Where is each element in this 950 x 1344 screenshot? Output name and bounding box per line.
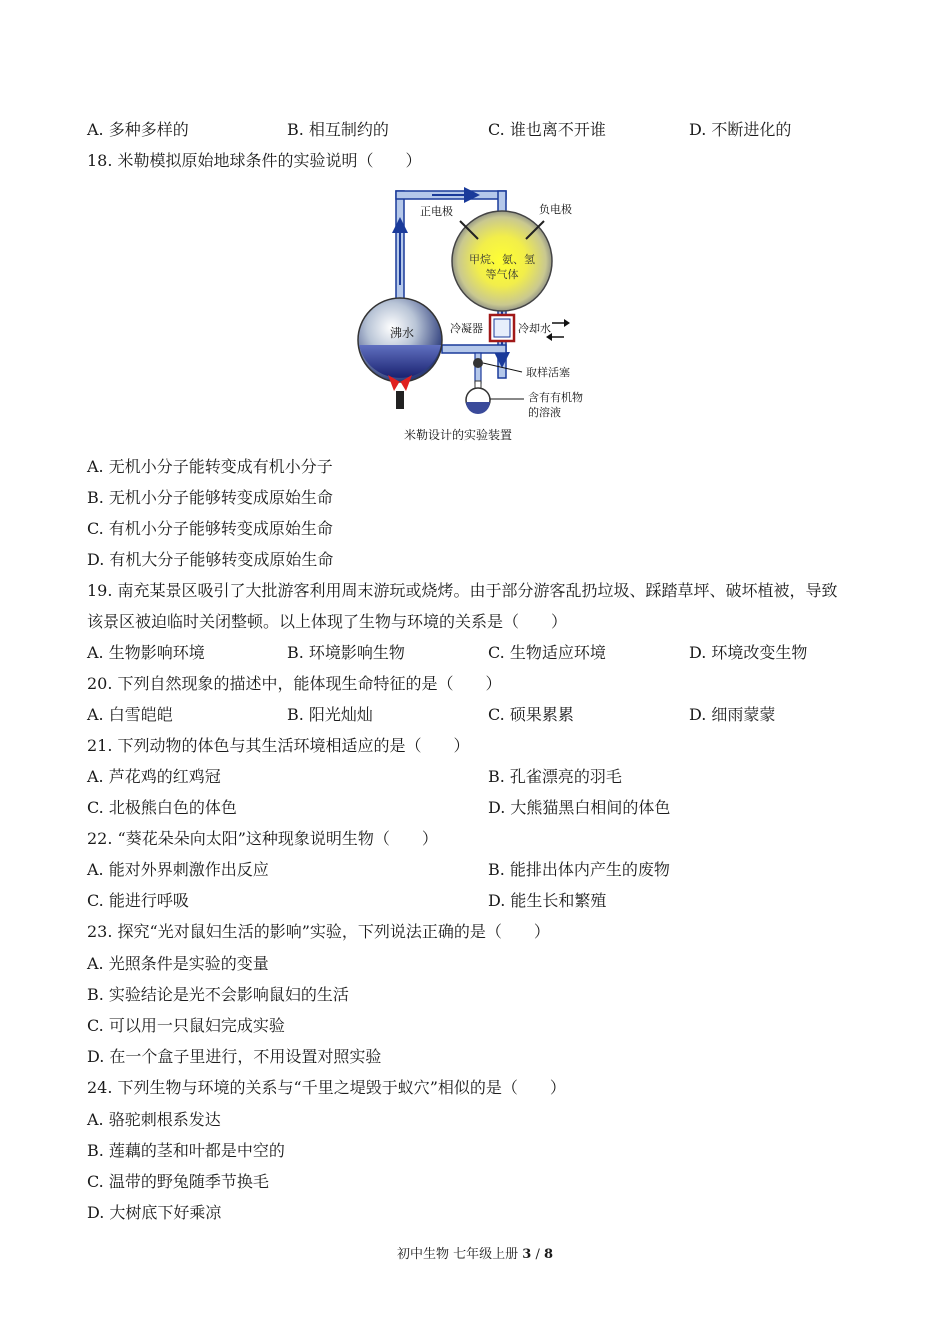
q22-option-c: C. 能进行呼吸 (87, 891, 189, 910)
footer-separator: / (531, 1247, 544, 1262)
q21-option-a: A. 芦花鸡的红鸡冠 (87, 767, 221, 786)
q24-option-d: D. 大树底下好乘凉 (87, 1203, 222, 1222)
q20-option-d: D. 细雨蒙蒙 (689, 705, 776, 724)
q17-option-d: D. 不断进化的 (689, 120, 792, 139)
q22-stem: 22. “葵花朵朵向太阳”这种现象说明生物（ ） (87, 829, 438, 848)
sampling-valve (473, 358, 483, 368)
label-cooling-water: 冷却水 (518, 322, 551, 335)
q24-stem: 24. 下列生物与环境的关系与“千里之堤毁于蚁穴”相似的是（ ） (87, 1078, 566, 1097)
label-negative-electrode: 负电极 (539, 203, 572, 216)
q17-option-a: A. 多种多样的 (87, 120, 189, 139)
q22-option-a: A. 能对外界刺激作出反应 (87, 860, 269, 879)
footer-page-number: 3 (522, 1247, 532, 1262)
q19-stem-line2: 该景区被迫临时关闭整顿。以上体现了生物与环境的关系是（ ） (87, 612, 568, 631)
label-solution-line1: 含有有机物 (528, 391, 583, 404)
q17-option-c: C. 谁也离不开谁 (488, 120, 606, 139)
label-positive-electrode: 正电极 (420, 205, 453, 218)
q18-option-b: B. 无机小分子能够转变成原始生命 (87, 488, 333, 507)
q18-option-a: A. 无机小分子能转变成有机小分子 (87, 457, 333, 476)
q19-option-d: D. 环境改变生物 (689, 643, 808, 662)
label-solution-line2: 的溶液 (528, 406, 561, 419)
q19-option-a: A. 生物影响环境 (87, 643, 205, 662)
label-boiling-water: 沸水 (390, 326, 415, 340)
q21-stem: 21. 下列动物的体色与其生活环境相适应的是（ ） (87, 736, 470, 755)
q18-option-d: D. 有机大分子能够转变成原始生命 (87, 550, 334, 569)
q23-stem: 23. 探究“光对鼠妇生活的影响”实验，下列说法正确的是（ ） (87, 922, 550, 941)
q21-option-d: D. 大熊猫黑白相间的体色 (488, 798, 671, 817)
q20-stem: 20. 下列自然现象的描述中，能体现生命特征的是（ ） (87, 674, 502, 693)
q22-option-b: B. 能排出体内产生的废物 (488, 860, 670, 879)
label-gases-line1: 甲烷、氨、氢 (469, 253, 535, 266)
q24-option-c: C. 温带的野兔随季节换毛 (87, 1172, 269, 1191)
q19-stem-line1: 19. 南充某景区吸引了大批游客利用周末游玩或烧烤。由于部分游客乱扔垃圾、踩踏草坪、破坏植被，导致 (87, 581, 838, 600)
q21-option-c: C. 北极熊白色的体色 (87, 798, 237, 817)
q21-option-b: B. 孔雀漂亮的羽毛 (488, 767, 622, 786)
q23-option-c: C. 可以用一只鼠妇完成实验 (87, 1016, 285, 1035)
page-footer (0, 1246, 950, 1264)
label-sampling-valve: 取样活塞 (526, 366, 570, 379)
q24-option-a: A. 骆驼刺根系发达 (87, 1110, 221, 1129)
q20-option-c: C. 硕果累累 (488, 705, 574, 724)
miller-experiment-diagram (352, 185, 602, 447)
q22-option-d: D. 能生长和繁殖 (488, 891, 607, 910)
q18-stem: 18. 米勒模拟原始地球条件的实验说明（ ） (87, 151, 422, 170)
q23-option-b: B. 实验结论是光不会影响鼠妇的生活 (87, 985, 349, 1004)
q23-option-d: D. 在一个盒子里进行，不用设置对照实验 (87, 1047, 382, 1066)
q19-option-b: B. 环境影响生物 (287, 643, 405, 662)
q24-option-b: B. 莲藕的茎和叶都是中空的 (87, 1141, 285, 1160)
q19-option-c: C. 生物适应环境 (488, 643, 606, 662)
label-gases-line2: 等气体 (485, 268, 519, 281)
label-condenser: 冷凝器 (450, 322, 483, 335)
q20-option-a: A. 白雪皑皑 (87, 705, 173, 724)
q20-option-b: B. 阳光灿灿 (287, 705, 373, 724)
footer-total-pages: 8 (543, 1247, 554, 1262)
footer-subject: 初中生物 七年级上册 (396, 1247, 519, 1262)
q17-option-b: B. 相互制约的 (287, 120, 389, 139)
q23-option-a: A. 光照条件是实验的变量 (87, 954, 269, 973)
diagram-caption: 米勒设计的实验装置 (403, 428, 513, 442)
q18-option-c: C. 有机小分子能够转变成原始生命 (87, 519, 333, 538)
burner (396, 391, 404, 409)
